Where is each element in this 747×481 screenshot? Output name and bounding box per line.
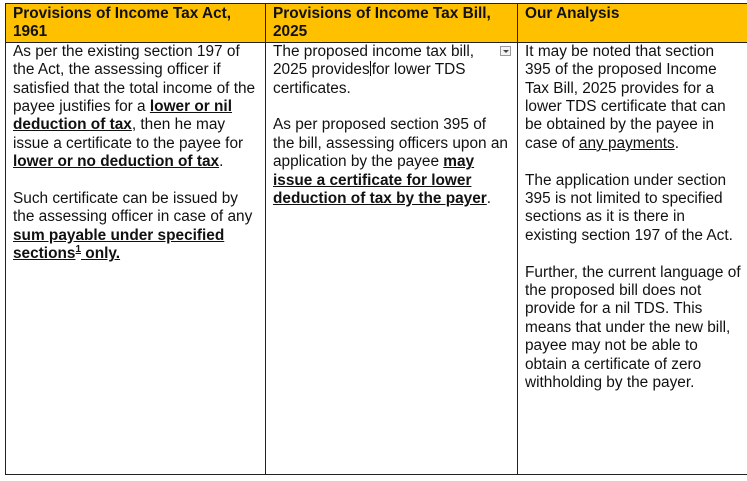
header-income-tax-bill: Provisions of Income Tax Bill, 2025 (266, 4, 518, 43)
emphasis-lower-or-no-deduction: lower or no deduction of tax (13, 153, 220, 171)
header-our-analysis: Our Analysis (518, 4, 747, 43)
act-paragraph-2: Such certificate can be issued by the assessing officer in case of any sum payable under specified sections$^1$ only. (13, 190, 253, 263)
emphasis-may-issue-certificate: may issue a certificate for lower deduction of tax by the payer (273, 153, 487, 208)
header-row (6, 4, 747, 43)
dropdown-arrow-icon[interactable] (500, 46, 511, 56)
cell-income-tax-act[interactable] (6, 42, 266, 474)
emphasis-any-payments: any payments (578, 134, 675, 152)
bill-paragraph-2: As per proposed section 395 of the bill, assessing officers upon an application by the payee may issue a certificate for lower deduction of tax by the payer. (273, 116, 508, 208)
footnote-marker: 1 (75, 244, 82, 256)
text-cursor (370, 61, 371, 76)
analysis-paragraph-2: The application under section 395 is not limited to specified sections as it is there in existing section 197 of the Act. (525, 171, 733, 244)
header-income-tax-act: Provisions of Income Tax Act, 1961 (6, 4, 266, 43)
emphasis-lower-or-nil-deduction: lower or nil deduction of tax (13, 98, 232, 134)
cell-income-tax-bill[interactable] (266, 42, 518, 474)
content-row (6, 42, 747, 474)
bill-paragraph-1: The proposed income tax bill, 2025 provides for lower TDS certificates. (273, 42, 475, 97)
comparison-table (5, 3, 747, 475)
analysis-paragraph-3: Further, the current language of the proposed bill does not provide for a nil TDS. This means that under the new bill, payee may not be able to obtain a certificate of zero withholding by the payer. (525, 263, 741, 392)
cell-our-analysis[interactable] (518, 42, 747, 474)
act-paragraph-1: As per the existing section 197 of the Act, the assessing officer if satisfied that the total income of the payee justifies for a lower or nil deduction of tax, then he may issue a certificate to the payee for lower or no deduction of tax. (13, 42, 256, 171)
emphasis-specified-sections: sum payable under specified sections (13, 226, 225, 263)
analysis-paragraph-1: It may be noted that section 395 of the proposed Income Tax Bill, 2025 provides for a lower TDS certificate that can be obtained by the payee in case of any payments. (525, 42, 726, 152)
emphasis-only: only. (81, 245, 121, 263)
